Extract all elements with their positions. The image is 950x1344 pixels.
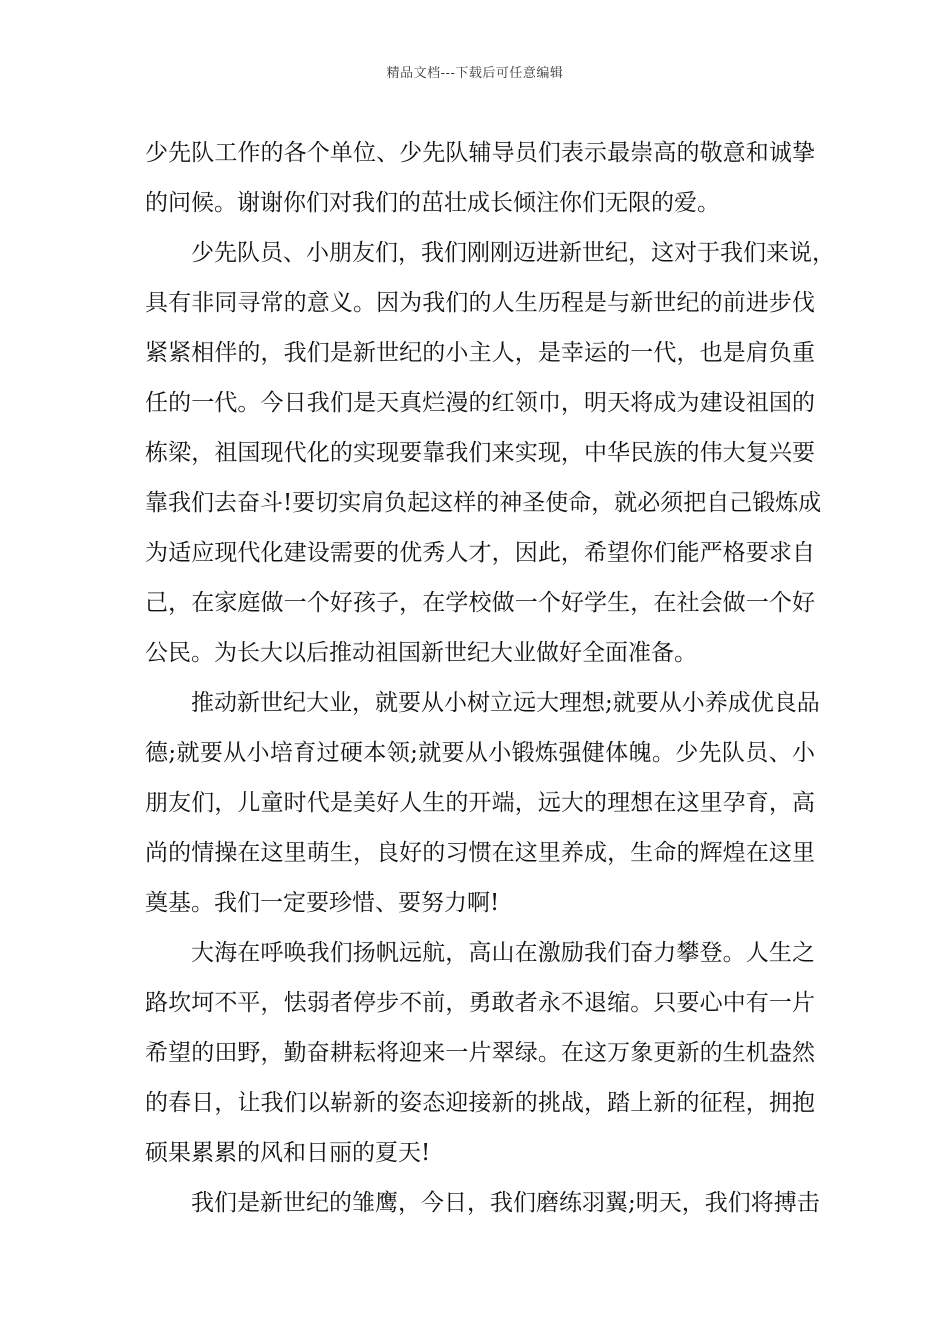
text-line: 朋友们，儿童时代是美好人生的开端，远大的理想在这里孕育，高 [145,790,815,816]
document-body [145,128,835,1228]
paragraph-first-line: 少先队员、小朋友们，我们刚刚迈进新世纪，这对于我们来说， [191,240,835,266]
text-line: 己，在家庭做一个好孩子，在学校做一个好学生，在社会做一个好 [145,590,815,616]
text-line: 奠基。我们一定要珍惜、要努力啊! [145,890,500,916]
paragraph-first-line: 大海在呼唤我们扬帆远航，高山在激励我们奋力攀登。人生之 [191,940,815,966]
text-line: 具有非同寻常的意义。因为我们的人生历程是与新世纪的前进步伐 [145,290,815,316]
paragraph-first-line: 推动新世纪大业，就要从小树立远大理想;就要从小养成优良品 [191,690,820,716]
paragraph-first-line: 我们是新世纪的雏鹰，今日，我们磨练羽翼;明天，我们将搏击 [191,1190,820,1216]
text-line: 为适应现代化建设需要的优秀人才，因此，希望你们能严格要求自 [145,540,815,566]
text-line: 靠我们去奋斗!要切实肩负起这样的神圣使命，就必须把自己锻炼成 [145,490,822,516]
text-line: 德;就要从小培育过硬本领;就要从小锻炼强健体魄。少先队员、小 [145,740,815,766]
text-line: 的问候。谢谢你们对我们的茁壮成长倾注你们无限的爱。 [145,190,720,216]
text-line: 的春日，让我们以崭新的姿态迎接新的挑战，踏上新的征程，拥抱 [145,1090,815,1116]
text-line: 希望的田野，勤奋耕耘将迎来一片翠绿。在这万象更新的生机盎然 [145,1040,815,1066]
text-line: 少先队工作的各个单位、少先队辅导员们表示最崇高的敬意和诚挚 [145,140,815,166]
text-line: 尚的情操在这里萌生，良好的习惯在这里养成，生命的辉煌在这里 [145,840,815,866]
text-line: 栋梁，祖国现代化的实现要靠我们来实现，中华民族的伟大复兴要 [145,440,815,466]
text-line: 任的一代。今日我们是天真烂漫的红领巾，明天将成为建设祖国的 [145,390,815,416]
text-line: 公民。为长大以后推动祖国新世纪大业做好全面准备。 [145,640,697,666]
text-line: 路坎坷不平，怯弱者停步不前，勇敢者永不退缩。只要心中有一片 [145,990,815,1016]
text-line: 硕果累累的风和日丽的夏天! [145,1140,431,1166]
text-line: 紧紧相伴的，我们是新世纪的小主人，是幸运的一代，也是肩负重 [145,340,815,366]
page-header: 精品文档---下载后可任意编辑 [386,66,564,81]
